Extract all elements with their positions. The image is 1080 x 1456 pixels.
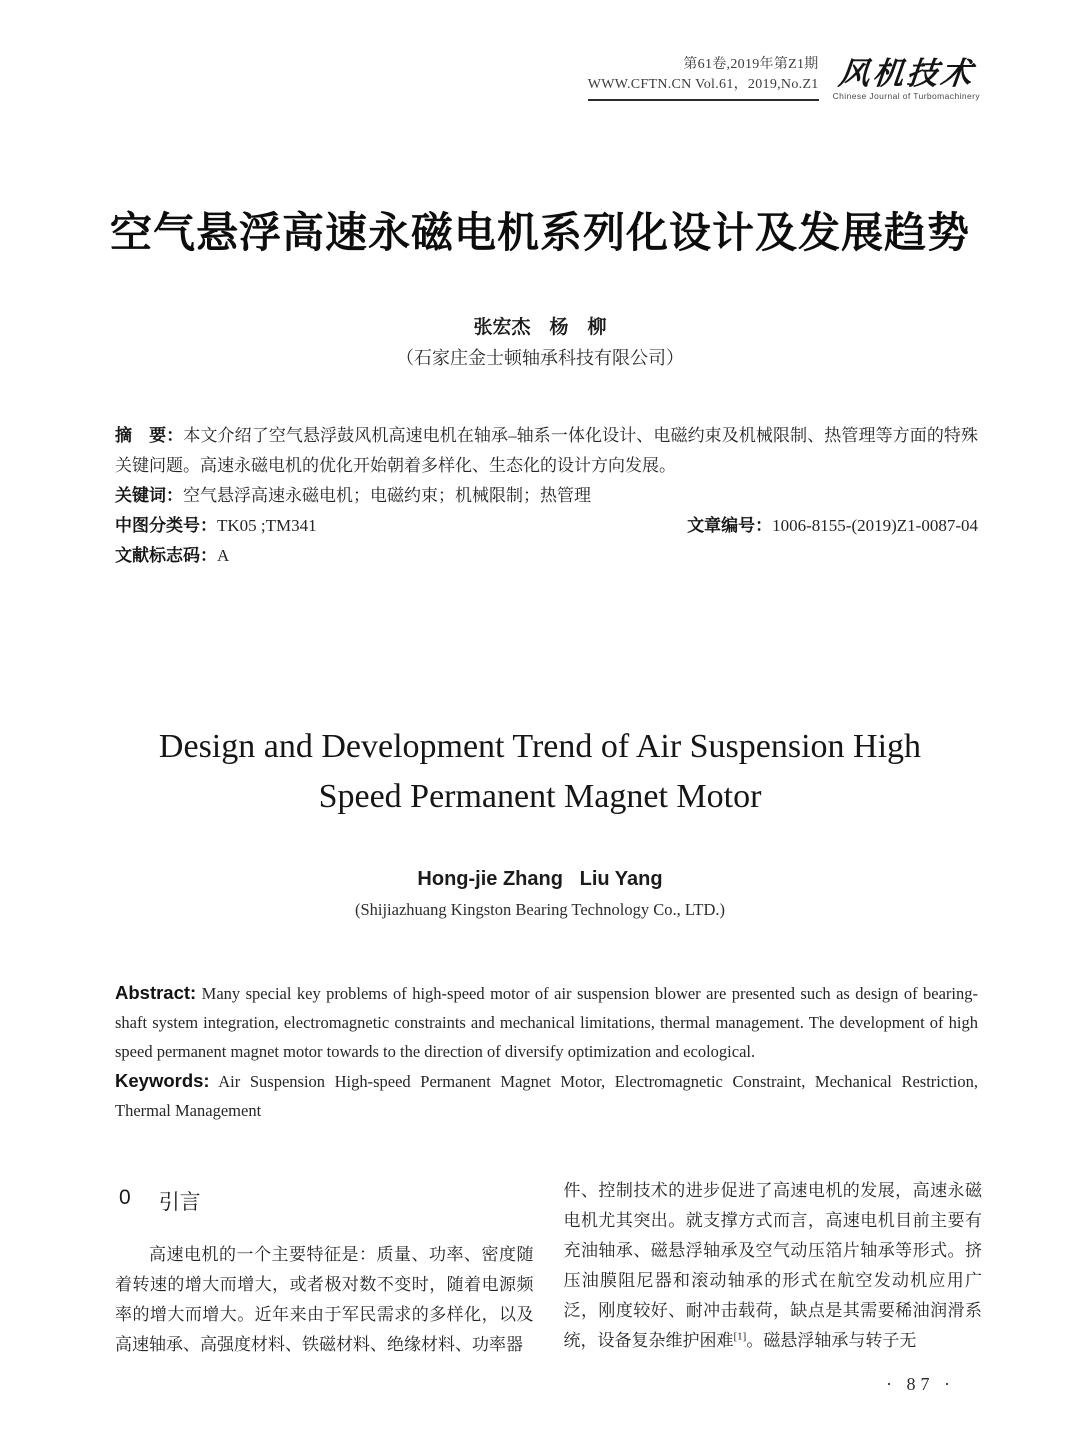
abstract-paragraph-en	[115, 978, 978, 1066]
intro-right-text-2: 。磁悬浮轴承与转子无	[746, 1331, 917, 1350]
keywords-text-en: Air Suspension High-speed Permanent Magnet Motor, Electromagnetic Constraint, Mechanical Restriction, Thermal Management	[115, 1072, 978, 1120]
section-number: 0	[119, 1186, 131, 1209]
keywords-label-cn: 关键词：	[115, 486, 183, 505]
journal-header	[588, 55, 980, 101]
keywords-text-cn: 空气悬浮高速永磁电机；电磁约束；机械限制；热管理	[183, 486, 591, 505]
intro-paragraph-right	[564, 1176, 983, 1356]
doc-code-item	[115, 541, 978, 571]
clc-item	[115, 511, 317, 541]
journal-logo	[833, 58, 980, 101]
abstract-text-cn: 本文介绍了空气悬浮鼓风机高速电机在轴承–轴系一体化设计、电磁约束及机械限制、热管理等方面的特殊关键问题。高速永磁电机的优化开始朝着多样化、生态化的设计方向发展。	[115, 426, 979, 475]
section-title: 引言	[158, 1191, 201, 1214]
intro-right-text-1: 件、控制技术的进步促进了高速电机的发展，高速永磁电机尤其突出。就支撑方式而言，高速电机目前主要有充油轴承、磁悬浮轴承及空气动压箔片轴承等形式。挤压油膜阻尼器和滚动轴承的形式在航空发动机应用广泛，刚度较好、耐冲击载荷，缺点是其需要稀油润滑系统，设备复杂维护困难	[563, 1181, 982, 1350]
doc-code-value: A	[217, 546, 230, 565]
issue-volume-en: WWW.CFTN.CN Vol.61，2019,No.Z1	[587, 77, 819, 92]
keywords-paragraph-en	[115, 1066, 978, 1125]
authors-cn: 张宏杰 杨 柳	[473, 317, 607, 338]
intro-paragraph-left: 高速电机的一个主要特征是：质量、功率、密度随着转速的增大而增大，或者极对数不变时，随着电源频率的增大而增大。近年来由于军民需求的多样化，以及高速轴承、高强度材料、铁磁材料、绝缘材料、功率器	[115, 1245, 534, 1354]
page-number: · 87 ·	[886, 1374, 955, 1394]
paper-title-en	[0, 722, 1080, 822]
authors-en: Hong-jie Zhang Liu Yang	[417, 868, 663, 890]
abstract-block-en	[115, 978, 978, 1125]
issue-volume-cn: 第61卷,2019年第Z1期	[683, 57, 819, 72]
affiliation-en: (Shijiazhuang Kingston Bearing Technology Co., LTD.)	[354, 900, 726, 919]
article-id-item	[687, 511, 978, 541]
journal-logo-text: 风机技术	[836, 56, 977, 92]
paper-title-en-line2: Speed Permanent Magnet Motor	[318, 778, 762, 815]
abstract-block-cn	[115, 421, 978, 571]
paper-title-cn: 空气悬浮高速永磁电机系列化设计及发展趋势	[109, 209, 970, 256]
doc-code-label: 文献标志码：	[115, 546, 217, 565]
issue-info	[588, 55, 819, 101]
affiliation-cn: （石家庄金士顿轴承科技有限公司）	[396, 348, 684, 368]
clc-value: TK05 ;TM341	[217, 516, 317, 535]
classification-row	[115, 511, 978, 541]
article-id-value: 1006-8155-(2019)Z1-0087-04	[772, 516, 978, 535]
abstract-text-en: Many special key problems of high-speed motor of air suspension blower are presented such as design of bearing-shaft system integration, electromagnetic constraints and mechanical limitations, thermal management. The development of high speed permanent magnet motor towards to the direction of diversify optimization and ecological.	[115, 984, 978, 1061]
clc-label: 中图分类号：	[115, 516, 217, 535]
keywords-paragraph-cn	[115, 481, 978, 511]
body-columns	[115, 1176, 982, 1360]
paper-title-en-line1: Design and Development Trend of Air Suspension High	[158, 728, 922, 765]
section-heading-introduction	[119, 1186, 534, 1216]
abstract-label-cn: 摘 要：	[115, 426, 184, 445]
citation-ref-1: [1]	[733, 1330, 747, 1343]
right-column	[564, 1176, 983, 1360]
journal-logo-subtitle: Chinese Journal of Turbomachinery	[832, 91, 980, 101]
abstract-paragraph-cn	[115, 421, 978, 481]
keywords-label-en: Keywords:	[115, 1070, 210, 1091]
left-column	[115, 1176, 534, 1360]
article-id-label: 文章编号：	[687, 516, 773, 535]
abstract-label-en: Abstract:	[115, 982, 197, 1003]
